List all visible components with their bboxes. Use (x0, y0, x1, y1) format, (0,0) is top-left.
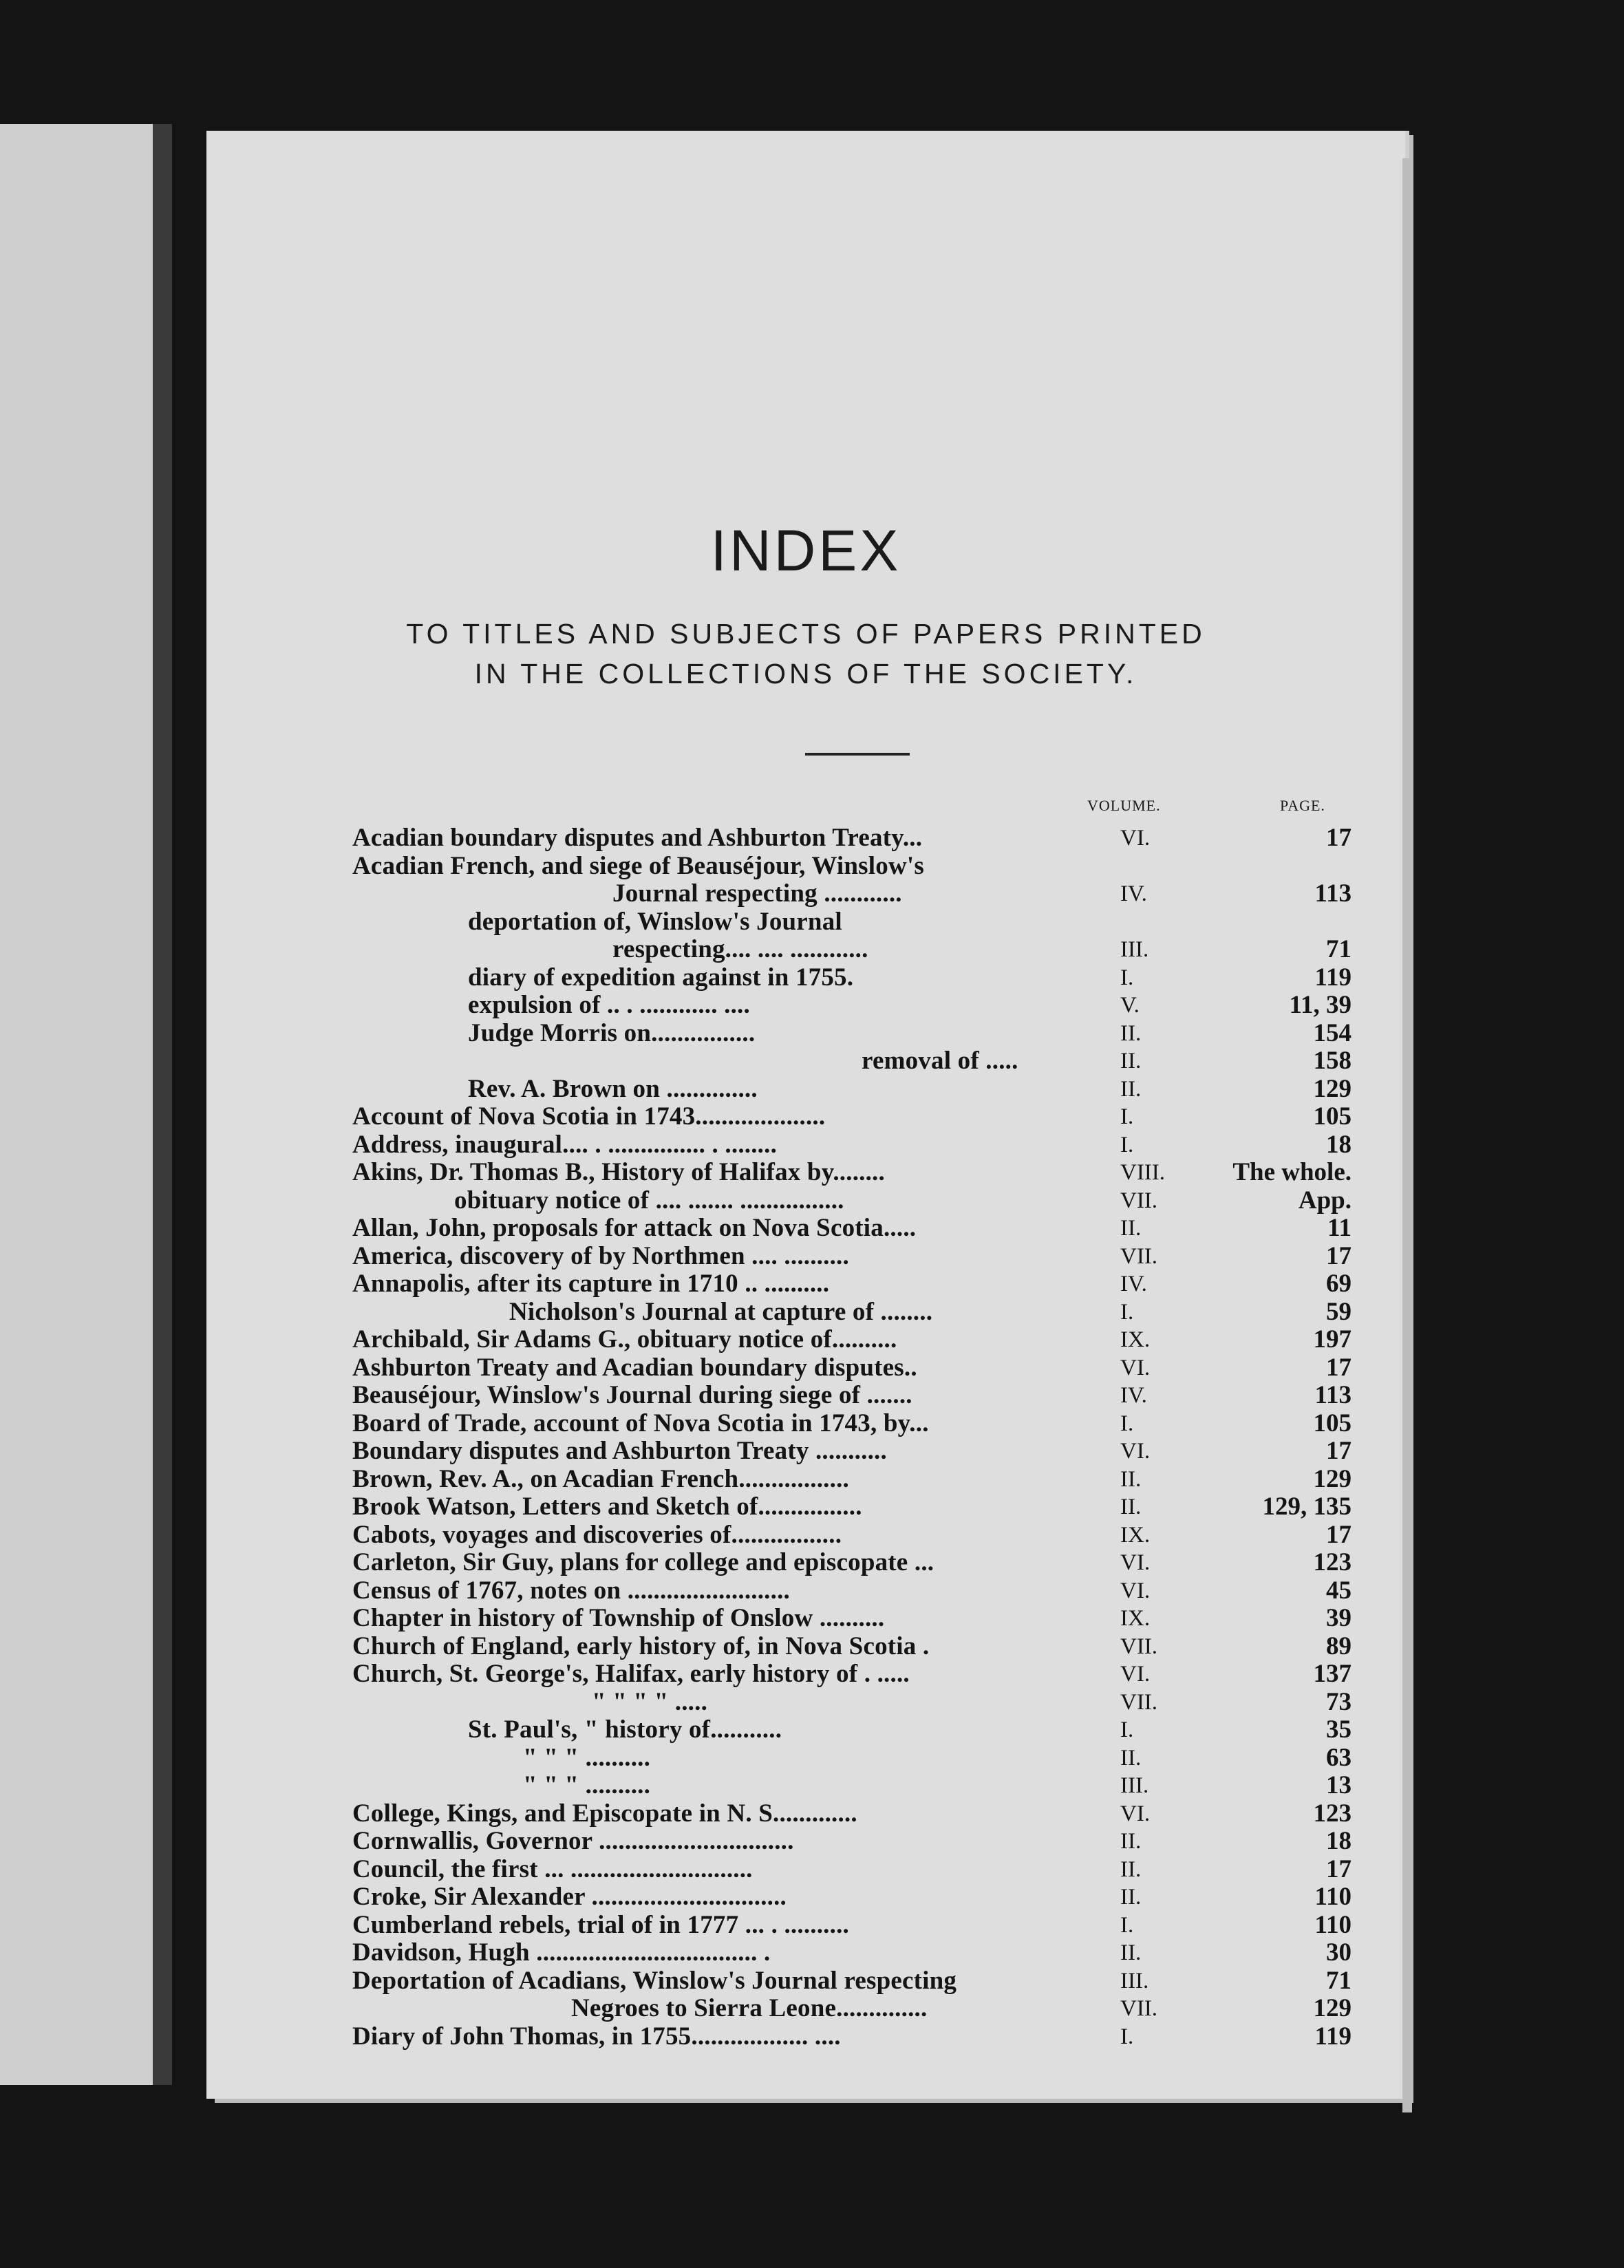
entry-volume: VII. (1120, 1689, 1158, 1715)
entry-volume: VI. (1120, 1662, 1151, 1687)
subtitle-line-2: IN THE COLLECTIONS OF THE SOCIETY. (474, 658, 1137, 689)
index-entry-row (0, 1131, 1624, 1159)
index-entry-row (0, 1243, 1624, 1271)
entry-title: St. Paul's, " history of........... (468, 1715, 782, 1744)
entry-page: 13 (1326, 1771, 1351, 1799)
index-entry-row (0, 880, 1624, 908)
index-entry-row (0, 936, 1624, 964)
entry-volume: I. (1120, 965, 1134, 990)
index-entry-row (0, 964, 1624, 992)
entry-title: Akins, Dr. Thomas B., History of Halifax by........ (352, 1158, 885, 1186)
entry-title: Journal respecting ............ (612, 879, 902, 908)
entry-title: Church, St. George's, Halifax, early history of . ..... (352, 1660, 910, 1688)
entry-volume: I. (1120, 1912, 1134, 1938)
index-entry-row (0, 1883, 1624, 1912)
entry-volume: VI. (1120, 1801, 1151, 1826)
entry-title: obituary notice of .... ....... ................ (454, 1186, 844, 1215)
entry-title: Board of Trade, account of Nova Scotia in 1743, by... (352, 1409, 929, 1437)
index-entry-row (0, 1215, 1624, 1243)
index-entry-row (0, 1354, 1624, 1382)
entry-page: 17 (1326, 1437, 1351, 1465)
entry-page: 129 (1313, 1074, 1351, 1103)
index-entry-row (0, 1382, 1624, 1410)
entry-title: Acadian boundary disputes and Ashburton Treaty... (352, 824, 923, 852)
index-entry-row (0, 1577, 1624, 1605)
entry-page: 89 (1326, 1632, 1351, 1660)
entry-title: College, Kings, and Episcopate in N. S............. (352, 1799, 857, 1828)
entry-volume: I. (1120, 1132, 1134, 1157)
entry-title: diary of expedition against in 1755. (468, 963, 854, 992)
entry-title: Cabots, voyages and discoveries of................. (352, 1520, 842, 1549)
index-entry-row (0, 1689, 1624, 1717)
entry-page: 17 (1326, 824, 1351, 852)
index-entry-row (0, 1633, 1624, 1661)
entry-volume: VI. (1120, 1439, 1151, 1464)
entry-volume: IX. (1120, 1606, 1151, 1631)
entry-volume: V. (1120, 993, 1140, 1018)
entry-volume: IV. (1120, 1272, 1147, 1296)
entry-volume: II. (1120, 1857, 1142, 1882)
index-entry-row (0, 1298, 1624, 1327)
index-entry-row (0, 908, 1624, 937)
entry-page: 18 (1326, 1827, 1351, 1855)
entry-volume: II. (1120, 1049, 1142, 1073)
index-entry-row (0, 1159, 1624, 1187)
entry-page: 129 (1313, 1994, 1351, 2022)
index-entry-row (0, 1047, 1624, 1076)
index-entry-row (0, 1995, 1624, 2023)
entry-volume: IX. (1120, 1327, 1151, 1352)
entry-volume: II. (1120, 1020, 1142, 1046)
entry-page: 113 (1314, 879, 1351, 908)
entry-page: 35 (1326, 1715, 1351, 1744)
entry-title: Carleton, Sir Guy, plans for college and episcopate ... (352, 1548, 934, 1576)
entry-page: 69 (1326, 1270, 1351, 1298)
entry-volume: IV. (1120, 1383, 1147, 1408)
entry-title: Davidson, Hugh .................................. . (352, 1938, 771, 1967)
entry-title: Acadian French, and siege of Beauséjour, Winslow's (352, 851, 924, 880)
entry-page: 39 (1326, 1604, 1351, 1632)
entry-page: The whole. (1232, 1158, 1351, 1186)
entry-volume: VII. (1120, 1996, 1158, 2021)
entry-page: 59 (1326, 1297, 1351, 1326)
entry-title: Croke, Sir Alexander .............................. (352, 1883, 787, 1911)
entry-title: Cornwallis, Governor .............................. (352, 1827, 794, 1855)
index-entry-row (0, 1967, 1624, 1996)
index-entry-row (0, 1828, 1624, 1856)
entry-page: App. (1298, 1186, 1351, 1215)
entry-volume: III. (1120, 937, 1149, 962)
index-entry-row (0, 2023, 1624, 2051)
entry-volume: VII. (1120, 1188, 1158, 1213)
entry-title: Cumberland rebels, trial of in 1777 ... . .......... (352, 1910, 849, 1939)
entry-title: Boundary disputes and Ashburton Treaty ........... (352, 1437, 887, 1465)
entry-page: 11 (1327, 1214, 1351, 1242)
entry-title: Census of 1767, notes on ......................... (352, 1576, 790, 1605)
index-entry-row (0, 1466, 1624, 1494)
index-entry-row (0, 1744, 1624, 1773)
index-entry-row (0, 824, 1624, 853)
entry-volume: IV. (1120, 881, 1147, 906)
entry-title: Council, the first ... ............................ (352, 1854, 753, 1883)
entry-page: 110 (1314, 1910, 1351, 1939)
index-entry-row (0, 1326, 1624, 1354)
entry-volume: VI. (1120, 1550, 1151, 1575)
entry-title: Ashburton Treaty and Acadian boundary disputes.. (352, 1353, 917, 1382)
entry-volume: II. (1120, 1466, 1142, 1492)
index-entry-row (0, 1521, 1624, 1550)
entry-page: 119 (1314, 2022, 1351, 2051)
entry-volume: VI. (1120, 826, 1151, 850)
entry-title: Annapolis, after its capture in 1710 .. .......... (352, 1270, 830, 1298)
entry-page: 17 (1326, 1854, 1351, 1883)
entry-volume: I. (1120, 1104, 1134, 1129)
entry-title: removal of ..... (862, 1047, 1018, 1075)
entry-volume: I. (1120, 1411, 1134, 1436)
index-entry-row (0, 1716, 1624, 1744)
entry-volume: VI. (1120, 1578, 1151, 1603)
entry-volume: II. (1120, 1745, 1142, 1770)
entry-title: Negroes to Sierra Leone.............. (571, 1994, 928, 2022)
entry-volume: II. (1120, 1829, 1142, 1854)
subtitle-line-1: TO TITLES AND SUBJECTS OF PAPERS PRINTED (406, 618, 1206, 650)
entry-page: 71 (1326, 935, 1351, 963)
index-entry-row (0, 1437, 1624, 1466)
page-title: INDEX (710, 518, 901, 583)
index-entry-row (0, 1605, 1624, 1633)
index-entries (0, 824, 1624, 2051)
entry-title: Brook Watson, Letters and Sketch of................ (352, 1493, 862, 1521)
entry-title: Rev. A. Brown on .............. (468, 1074, 758, 1103)
entry-volume: III. (1120, 1773, 1149, 1798)
entry-page: 45 (1326, 1576, 1351, 1605)
entry-volume: I. (1120, 2024, 1134, 2049)
entry-volume: III. (1120, 1968, 1149, 1993)
entry-page: 17 (1326, 1353, 1351, 1382)
entry-page: 17 (1326, 1241, 1351, 1270)
index-entry-row (0, 1410, 1624, 1438)
entry-title: Brown, Rev. A., on Acadian French................. (352, 1464, 849, 1493)
entry-volume: II. (1120, 1076, 1142, 1102)
entry-page: 154 (1313, 1018, 1351, 1047)
entry-page: 129 (1313, 1464, 1351, 1493)
entry-page: 129, 135 (1262, 1493, 1351, 1521)
index-entry-row (0, 1939, 1624, 1967)
entry-page: 17 (1326, 1520, 1351, 1549)
entry-title: " " " .......... (523, 1743, 651, 1772)
entry-title: Address, inaugural.... . ............... . ........ (352, 1130, 778, 1159)
entry-title: Archibald, Sir Adams G., obituary notice of.......... (352, 1325, 897, 1354)
entry-volume: I. (1120, 1299, 1134, 1325)
index-entry-row (0, 1020, 1624, 1048)
entry-page: 197 (1313, 1325, 1351, 1354)
index-entry-row (0, 1187, 1624, 1215)
entry-page: 137 (1313, 1660, 1351, 1688)
entry-title: deportation of, Winslow's Journal (468, 907, 842, 936)
entry-page: 110 (1314, 1883, 1351, 1911)
index-entry-row (0, 1270, 1624, 1298)
entry-volume: I. (1120, 1718, 1134, 1742)
entry-page: 63 (1326, 1743, 1351, 1772)
index-entry-row (0, 992, 1624, 1020)
entry-page: 11, 39 (1289, 991, 1351, 1019)
index-entry-row (0, 1660, 1624, 1689)
entry-title: Beauséjour, Winslow's Journal during siege of ....... (352, 1381, 912, 1409)
entry-page: 158 (1313, 1047, 1351, 1075)
entry-volume: VI. (1120, 1355, 1151, 1380)
entry-title: " " " " ..... (592, 1687, 708, 1716)
entry-volume: II. (1120, 1940, 1142, 1965)
index-entry-row (0, 1076, 1624, 1104)
entry-title: Deportation of Acadians, Winslow's Journal respecting (352, 1966, 957, 1995)
entry-title: Allan, John, proposals for attack on Nova Scotia..... (352, 1214, 917, 1242)
entry-title: respecting.... .... ............ (612, 935, 868, 963)
index-entry-row (0, 853, 1624, 881)
entry-title: Nicholson's Journal at capture of ........ (509, 1297, 933, 1326)
index-entry-row (0, 1856, 1624, 1884)
entry-title: Account of Nova Scotia in 1743.................... (352, 1102, 826, 1131)
index-entry-row (0, 1800, 1624, 1828)
entry-page: 105 (1313, 1102, 1351, 1131)
column-header-volume: VOLUME. (1087, 797, 1161, 814)
entry-volume: IX. (1120, 1522, 1151, 1548)
entry-page: 73 (1326, 1687, 1351, 1716)
entry-page: 30 (1326, 1938, 1351, 1967)
entry-page: 71 (1326, 1966, 1351, 1995)
entry-volume: II. (1120, 1885, 1142, 1909)
index-entry-row (0, 1772, 1624, 1800)
entry-title: Chapter in history of Township of Onslow .......... (352, 1604, 885, 1632)
column-header-page: PAGE. (1280, 797, 1325, 814)
entry-page: 119 (1314, 963, 1351, 992)
entry-title: " " " .......... (523, 1771, 651, 1799)
index-entry-row (0, 1912, 1624, 1940)
title-rule (805, 753, 910, 756)
entry-page: 105 (1313, 1409, 1351, 1437)
entry-title: expulsion of .. . ............ .... (468, 991, 750, 1019)
entry-title: Diary of John Thomas, in 1755.................. .... (352, 2022, 841, 2051)
entry-volume: VII. (1120, 1243, 1158, 1269)
entry-page: 18 (1326, 1130, 1351, 1159)
entry-title: America, discovery of by Northmen .... .......... (352, 1241, 849, 1270)
entry-title: Judge Morris on................ (468, 1018, 756, 1047)
entry-volume: II. (1120, 1216, 1142, 1241)
entry-volume: II. (1120, 1495, 1142, 1519)
entry-page: 113 (1314, 1381, 1351, 1409)
entry-page: 123 (1313, 1548, 1351, 1576)
index-entry-row (0, 1549, 1624, 1577)
entry-title: Church of England, early history of, in Nova Scotia . (352, 1632, 930, 1660)
entry-volume: VII. (1120, 1634, 1158, 1659)
entry-page: 123 (1313, 1799, 1351, 1828)
entry-volume: VIII. (1120, 1160, 1166, 1185)
index-entry-row (0, 1493, 1624, 1521)
index-entry-row (0, 1103, 1624, 1131)
